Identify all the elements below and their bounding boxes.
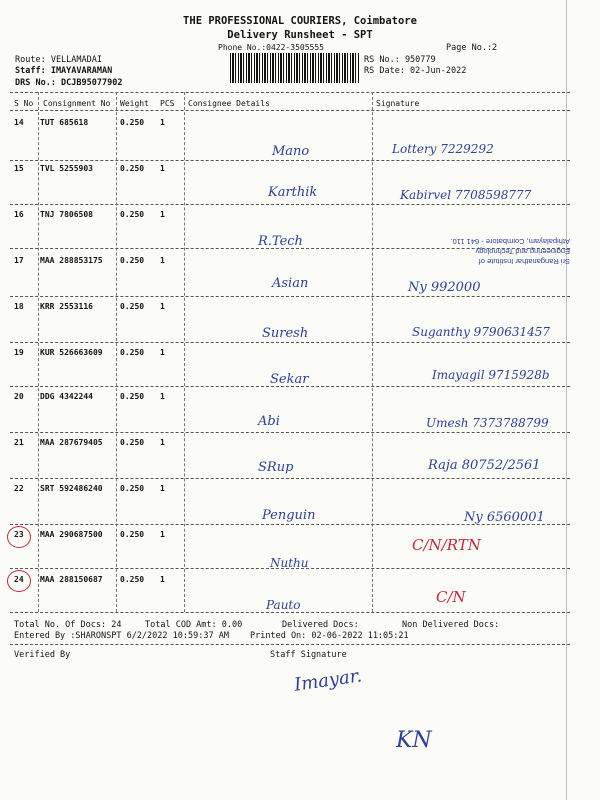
row-signature: C/N/RTN	[412, 536, 481, 554]
total-cod-amount: Total COD Amt: 0.00	[145, 620, 243, 630]
column-line	[116, 92, 117, 612]
row-consignment: DDG 4342244	[40, 392, 93, 401]
row-consignee: Sekar	[270, 372, 309, 387]
divider	[10, 524, 570, 525]
col-weight: Weight	[120, 99, 149, 108]
divider	[10, 612, 570, 613]
phone-number: Phone No.:0422-3505555	[218, 43, 324, 52]
row-sno: 20	[14, 392, 24, 401]
total-docs: Total No. Of Docs: 24	[14, 620, 122, 630]
row-consignment: MAA 288853175	[40, 256, 103, 265]
row-pcs: 1	[160, 484, 165, 493]
delivered-docs: Delivered Docs:	[282, 620, 359, 630]
staff-signature: Imayar.	[292, 665, 364, 696]
divider	[10, 644, 570, 645]
col-consignee: Consignee Details	[188, 99, 270, 108]
divider	[10, 296, 570, 297]
row-sno: 23	[14, 530, 24, 539]
divider	[10, 342, 570, 343]
row-signature: C/N	[436, 588, 466, 606]
row-sno: 22	[14, 484, 24, 493]
row-consignment: TUT 685618	[40, 118, 89, 127]
divider	[10, 92, 570, 93]
row-sno: 14	[14, 118, 24, 127]
row-consignment: KRR 2553116	[40, 302, 93, 311]
row-consignment: SRT 592486240	[40, 484, 103, 493]
row-signature: Ny 6560001	[464, 510, 545, 525]
handwritten-initials: KN	[396, 728, 432, 753]
staff-signature-label: Staff Signature	[270, 650, 347, 660]
row-pcs: 1	[160, 575, 165, 584]
row-signature: Umesh 7373788799	[426, 416, 549, 430]
verified-by-label: Verified By	[14, 650, 71, 660]
row-sno: 24	[14, 575, 24, 584]
row-sno: 15	[14, 164, 24, 173]
row-weight: 0.250	[120, 164, 145, 173]
col-consignment: Consignment No	[43, 99, 111, 108]
row-signature: Imayagil 9715928b	[432, 368, 550, 382]
col-sno: S No	[14, 99, 34, 108]
row-consignment: MAA 288150687	[40, 575, 103, 584]
row-consignee: Mano	[272, 144, 310, 159]
row-consignee: Nuthu	[270, 556, 309, 570]
row-sno: 21	[14, 438, 24, 447]
divider	[10, 432, 570, 433]
row-consignee: Penguin	[262, 508, 316, 523]
row-pcs: 1	[160, 530, 165, 539]
column-line	[372, 92, 373, 612]
row-pcs: 1	[160, 392, 165, 401]
row-signature: Suganthy 9790631457	[412, 325, 551, 339]
row-signature: Lottery 7229292	[392, 142, 494, 156]
row-weight: 0.250	[120, 210, 145, 219]
page-number: Page No.:2	[446, 43, 498, 53]
row-signature: Kabirvel 7708598777	[400, 188, 532, 202]
row-signature: Raja 80752/2561	[428, 458, 541, 473]
staff: Staff: IMAYAVARAMAN	[15, 66, 113, 76]
row-pcs: 1	[160, 302, 165, 311]
row-consignee: R.Tech	[258, 234, 303, 249]
divider	[10, 204, 570, 205]
row-weight: 0.250	[120, 348, 145, 357]
row-weight: 0.250	[120, 438, 145, 447]
row-consignment: MAA 287679405	[40, 438, 103, 447]
row-sno: 18	[14, 302, 24, 311]
company-name: THE PROFESSIONAL COURIERS, Coimbatore	[183, 15, 417, 27]
divider	[10, 386, 570, 387]
row-consignee: Pauto	[266, 598, 301, 612]
col-pcs: PCS	[160, 99, 175, 108]
row-sno: 17	[14, 256, 24, 265]
entered-by: Entered By :SHARONSPT 6/2/2022 10:59:37 AM	[14, 631, 229, 641]
row-pcs: 1	[160, 118, 165, 127]
column-line	[184, 92, 185, 612]
printed-on: Printed On: 02-06-2022 11:05:21	[250, 631, 409, 641]
non-delivered-docs: Non Delivered Docs:	[402, 620, 500, 630]
row-pcs: 1	[160, 256, 165, 265]
page-edge-line	[566, 0, 567, 800]
institution-stamp	[380, 222, 570, 266]
row-consignment: TVL 5255903	[40, 164, 93, 173]
row-weight: 0.250	[120, 118, 145, 127]
row-consignment: MAA 290687500	[40, 530, 103, 539]
rs-date: RS Date: 02-Jun-2022	[364, 66, 467, 76]
row-consignee: Asian	[272, 276, 309, 291]
row-sno: 16	[14, 210, 24, 219]
divider	[10, 110, 570, 111]
row-consignee: Karthik	[268, 185, 318, 200]
row-weight: 0.250	[120, 484, 145, 493]
row-pcs: 1	[160, 164, 165, 173]
row-pcs: 1	[160, 210, 165, 219]
row-pcs: 1	[160, 438, 165, 447]
row-consignee: SRup	[258, 460, 294, 475]
barcode	[230, 53, 360, 83]
row-signature: Ny 992000	[408, 280, 481, 295]
stamp-line: Athipalayam, Coimbatore - 641 110.	[450, 237, 570, 246]
stamp-line: Engineering and Technology	[475, 247, 570, 256]
stamp-line: Sri Ranganathar Institute of	[478, 257, 570, 266]
row-pcs: 1	[160, 348, 165, 357]
rs-number: RS No.: 950779	[364, 55, 436, 65]
row-weight: 0.250	[120, 530, 145, 539]
drs-number: DRS No.: DCJB95077902	[15, 78, 123, 88]
row-consignment: KUR 526663609	[40, 348, 103, 357]
row-sno: 19	[14, 348, 24, 357]
column-line	[38, 92, 39, 612]
divider	[10, 160, 570, 161]
row-weight: 0.250	[120, 575, 145, 584]
document-title: Delivery Runsheet - SPT	[227, 29, 373, 41]
row-consignment: TNJ 7806508	[40, 210, 93, 219]
row-weight: 0.250	[120, 256, 145, 265]
route: Route: VELLAMADAI	[15, 55, 102, 65]
divider	[10, 568, 570, 569]
row-weight: 0.250	[120, 302, 145, 311]
row-consignee: Abi	[258, 414, 280, 429]
col-signature: Signature	[376, 99, 420, 108]
divider	[10, 478, 570, 479]
row-weight: 0.250	[120, 392, 145, 401]
row-consignee: Suresh	[262, 326, 309, 341]
divider	[10, 248, 570, 249]
